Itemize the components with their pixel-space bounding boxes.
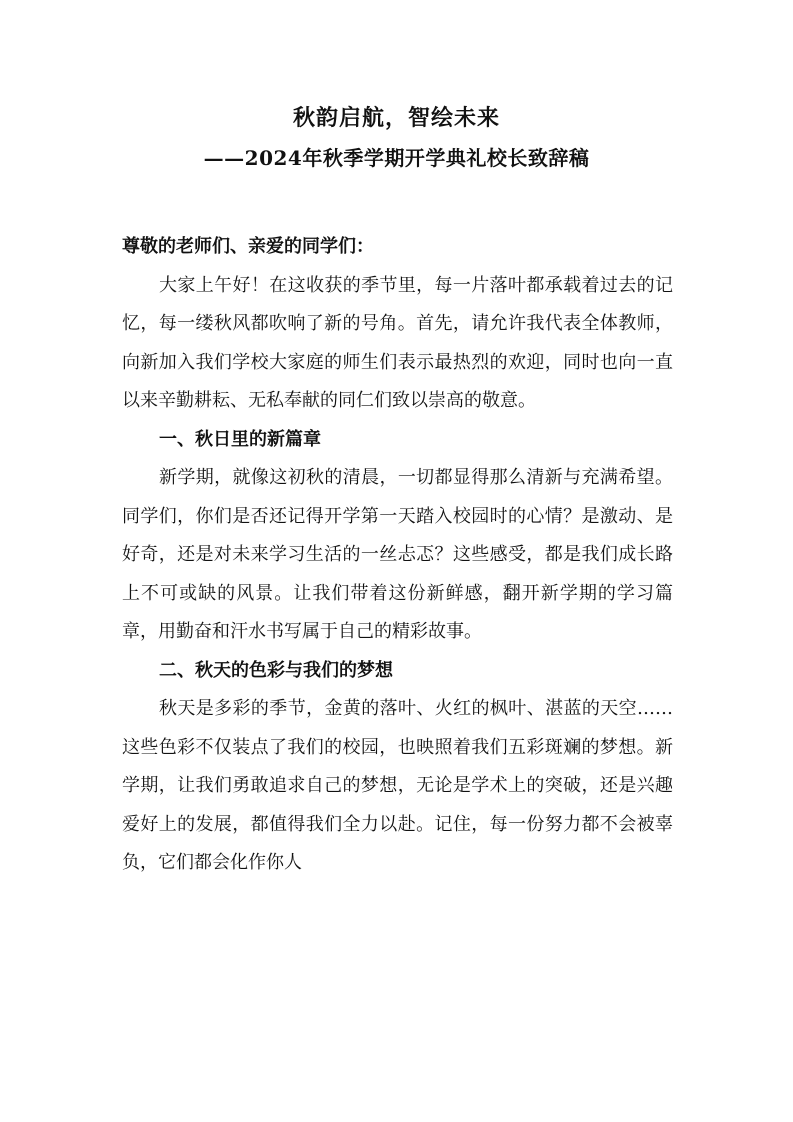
document-subtitle: ——2024年秋季学期开学典礼校长致辞稿 — [203, 146, 590, 170]
document-body — [122, 228, 673, 883]
document-title: 秋韵启航，智绘未来 — [292, 105, 500, 131]
paragraph-welcome: 大家上午好！在这收获的季节里，每一片落叶都承载着过去的记忆，每一缕秋风都吹响了新的号角。首先，请允许我代表全体教师，向新加入我们学校大家庭的师生们表示最热烈的欢迎，同时也向一直以来辛勤耕耘、无私奉献的同仁们致以崇高的敬意。 — [122, 274, 673, 411]
section-heading-2: 二、秋天的色彩与我们的梦想 — [159, 659, 393, 681]
paragraph-new-chapter: 新学期，就像这初秋的清晨，一切都显得那么清新与充满希望。同学们，你们是否还记得开学第一天踏入校园时的心情？是激动、是好奇，还是对未来学习生活的一丝忐忑？这些感受，都是我们成长路上不可或缺的风景。让我们带着这份新鲜感，翻开新学期的学习篇章，用勤奋和汗水书写属于自己的精彩故事。 — [122, 467, 673, 642]
paragraph-colors-dreams: 秋天是多彩的季节，金黄的落叶、火红的枫叶、湛蓝的天空……这些色彩不仅装点了我们的校园，也映照着我们五彩斑斓的梦想。新学期，让我们勇敢追求自己的梦想，无论是学术上的突破，还是兴趣爱好上的发展，都值得我们全力以赴。记住，每一份努力都不会被辜负，它们都会化作你人 — [122, 698, 673, 873]
salutation: 尊敬的老师们、亲爱的同学们： — [122, 236, 374, 257]
section-heading-1: 一、秋日里的新篇章 — [159, 428, 321, 450]
